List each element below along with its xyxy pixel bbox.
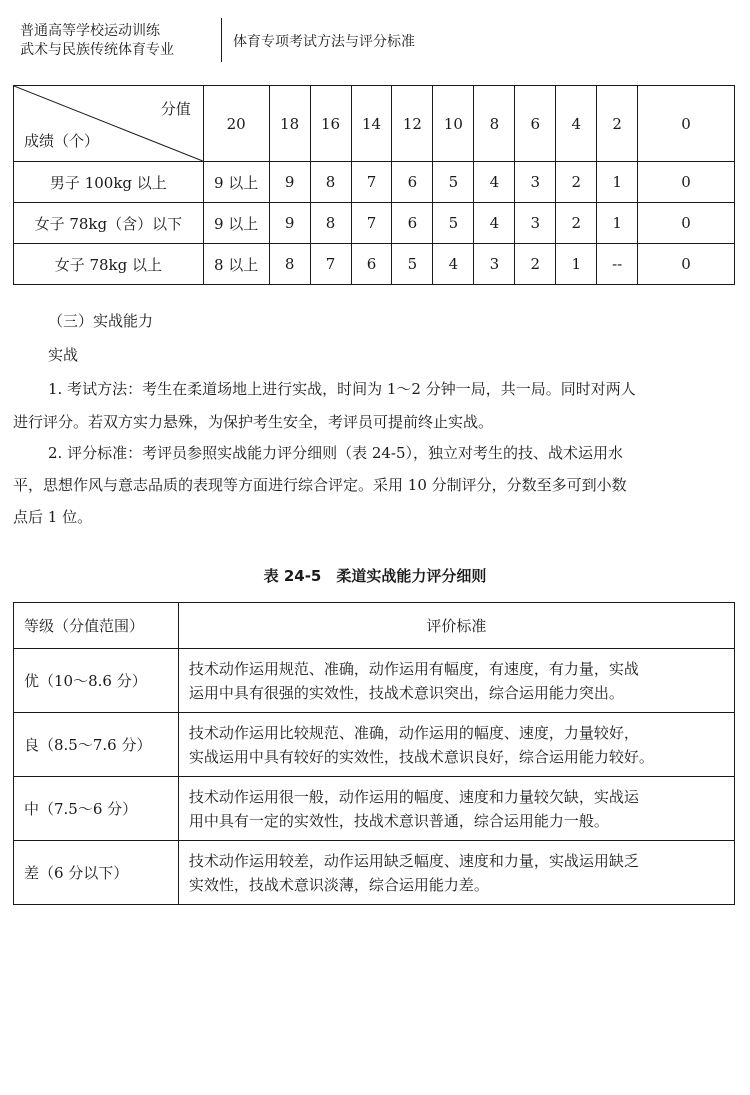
table-caption: 表 24-5 柔道实战能力评分细则 [263,567,487,585]
row-label: 女子 78kg 以上 [14,244,204,285]
paragraph-2-line-3: 点后 1 位。 [13,508,93,526]
row-label: 女子 78kg（含）以下 [14,203,204,244]
grade-level: 良（8.5～7.6 分） [14,713,179,777]
table-cell: 3 [515,203,556,244]
corner-label-result: 成绩（个） [24,132,100,150]
column-header: 16 [310,86,351,162]
table-cell: 3 [515,162,556,203]
paragraph-2-line-2: 平，思想作风与意志品质的表现等方面进行综合评定。采用 10 分制评分，分数至多可到小数 [13,476,627,494]
table-cell: -- [597,244,638,285]
column-header: 12 [392,86,433,162]
header-criteria: 评价标准 [178,603,734,649]
description-line: 技术动作运用规范、准确，动作运用有幅度，有速度，有力量，实战 [188,659,639,678]
table-row [14,649,735,713]
table-cell: 1 [597,162,638,203]
table-row [14,713,735,777]
header-divider [221,18,222,62]
table-cell: 3 [474,244,515,285]
header-title-line1: 普通高等学校运动训练 [20,23,160,39]
grade-level: 优（10～8.6 分） [14,649,179,713]
page-header [20,18,735,62]
table-cell: 0 [638,162,735,203]
table-cell: 2 [556,203,597,244]
table-cell: 5 [433,203,474,244]
header-book-title [20,22,203,60]
table-cell: 9 以上 [203,162,269,203]
grade-description [178,841,734,905]
section-heading: （三）实战能力 [48,312,154,330]
grade-description [178,777,734,841]
grade-description [178,713,734,777]
table-cell: 9 以上 [203,203,269,244]
corner-label-score: 分值 [160,100,191,118]
table-cell: 8 [310,162,351,203]
description-line: 实效性，技战术意识淡薄，综合运用能力差。 [188,875,489,894]
criteria-table [13,602,735,905]
table-cell: 4 [433,244,474,285]
table-row [14,162,735,203]
paragraph-1-line-2: 进行评分。若双方实力悬殊，为保护考生安全，考评员可提前终止实战。 [13,413,494,431]
paragraph-1-line-1: 1. 考试方法：考生在柔道场地上进行实战，时间为 1～2 分钟一局，共一局。同时对两人 [48,380,636,398]
column-header: 10 [433,86,474,162]
score-table-corner-cell [14,86,204,162]
table-cell: 7 [351,162,392,203]
header-level: 等级（分值范围） [14,603,179,649]
table-cell: 0 [638,203,735,244]
score-table [13,85,735,285]
column-header: 18 [269,86,310,162]
table-cell: 1 [597,203,638,244]
table-cell: 8 [269,244,310,285]
subsection-heading: 实战 [48,346,79,364]
column-header: 20 [203,86,269,162]
table-cell: 7 [351,203,392,244]
description-line: 技术动作运用很一般，动作运用的幅度、速度和力量较欠缺，实战运 [188,787,639,806]
grade-level: 差（6 分以下） [14,841,179,905]
description-line: 实战运用中具有较好的实效性，技战术意识良好，综合运用能力较好。 [188,747,654,766]
row-label: 男子 100kg 以上 [14,162,204,203]
table-cell: 6 [351,244,392,285]
table-cell: 9 [269,203,310,244]
table-cell: 2 [515,244,556,285]
table-row [14,203,735,244]
table-cell: 8 以上 [203,244,269,285]
description-line: 技术动作运用比较规范、准确，动作运用的幅度、速度，力量较好， [188,723,639,742]
criteria-table-header-row [14,603,735,649]
column-header: 4 [556,86,597,162]
table-cell: 5 [433,162,474,203]
table-cell: 0 [638,244,735,285]
table-cell: 5 [392,244,433,285]
paragraph-2-line-1: 2. 评分标准：考评员参照实战能力评分细则（表 24-5），独立对考生的技、战术运用水 [48,444,624,462]
description-line: 用中具有一定的实效性，技战术意识普通，综合运用能力一般。 [188,811,609,830]
column-header: 6 [515,86,556,162]
column-header: 2 [597,86,638,162]
header-title-line2: 武术与民族传统体育专业 [20,42,174,58]
description-line: 技术动作运用较差，动作运用缺乏幅度、速度和力量，实战运用缺乏 [188,851,639,870]
table-row [14,244,735,285]
score-table-header-row [14,86,735,162]
table-cell: 7 [310,244,351,285]
column-header: 8 [474,86,515,162]
table-row [14,777,735,841]
column-header: 14 [351,86,392,162]
table-cell: 6 [392,203,433,244]
table-cell: 6 [392,162,433,203]
table-cell: 4 [474,203,515,244]
grade-description [178,649,734,713]
description-line: 运用中具有很强的实效性，技战术意识突出，综合运用能力突出。 [188,683,624,702]
grade-level: 中（7.5～6 分） [14,777,179,841]
table-row [14,841,735,905]
table-cell: 2 [556,162,597,203]
table-cell: 9 [269,162,310,203]
table-cell: 1 [556,244,597,285]
header-chapter-title: 体育专项考试方法与评分标准 [233,34,415,50]
table-cell: 8 [310,203,351,244]
column-header: 0 [638,86,735,162]
table-cell: 4 [474,162,515,203]
